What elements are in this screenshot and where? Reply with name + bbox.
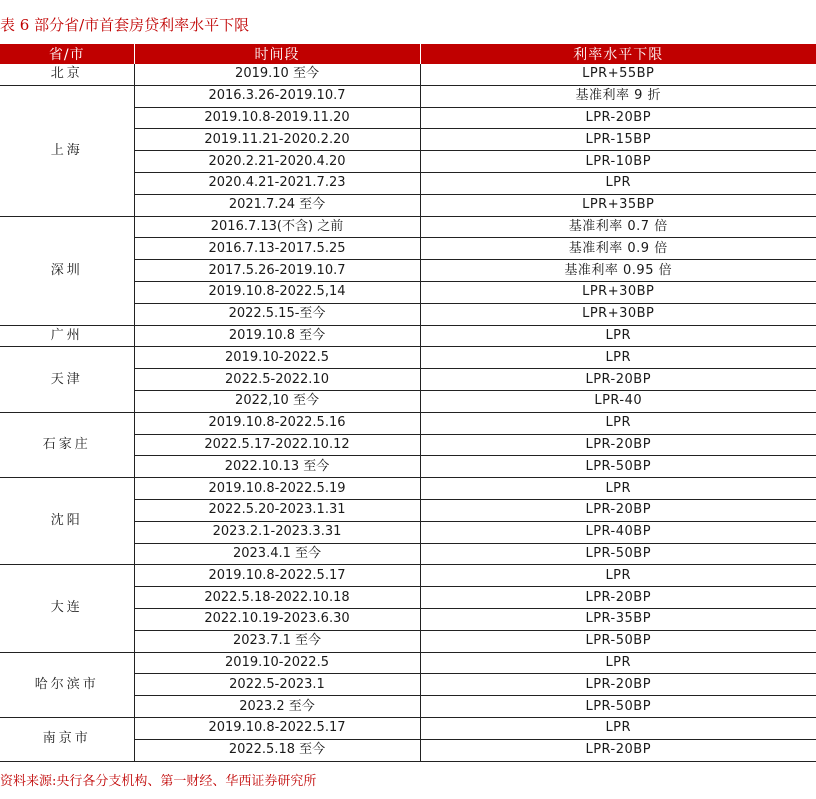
period-cell: 2019.11.21-2020.2.20 bbox=[134, 129, 420, 151]
city-cell: 北京 bbox=[0, 64, 134, 85]
source-note: 资料来源:央行各分支机构、第一财经、华西证券研究所 bbox=[0, 774, 317, 789]
table-row bbox=[0, 347, 816, 369]
period-cell: 2019.10.8-2022.5.16 bbox=[134, 412, 420, 434]
rate-cell: LPR-50BP bbox=[420, 630, 816, 652]
rate-cell: LPR-35BP bbox=[420, 608, 816, 630]
period-cell: 2023.7.1 至今 bbox=[134, 630, 420, 652]
rate-cell: LPR bbox=[420, 478, 816, 500]
period-cell: 2020.2.21-2020.4.20 bbox=[134, 151, 420, 173]
period-cell: 2016.7.13-2017.5.25 bbox=[134, 238, 420, 260]
rate-floor-table bbox=[0, 44, 816, 762]
period-cell: 2022.5.17-2022.10.12 bbox=[134, 434, 420, 456]
table-row bbox=[0, 565, 816, 587]
rate-cell: LPR-20BP bbox=[420, 434, 816, 456]
period-cell: 2022,10 至今 bbox=[134, 390, 420, 412]
city-cell: 大连 bbox=[0, 565, 134, 652]
period-cell: 2019.10-2022.5 bbox=[134, 347, 420, 369]
period-cell: 2022.10.19-2023.6.30 bbox=[134, 608, 420, 630]
period-cell: 2019.10.8-2019.11.20 bbox=[134, 107, 420, 129]
city-cell: 深圳 bbox=[0, 216, 134, 325]
rate-cell: LPR+30BP bbox=[420, 303, 816, 325]
rate-cell: LPR bbox=[420, 565, 816, 587]
rate-cell: LPR bbox=[420, 717, 816, 739]
period-cell: 2016.3.26-2019.10.7 bbox=[134, 85, 420, 107]
table-row bbox=[0, 64, 816, 85]
period-cell: 2022.10.13 至今 bbox=[134, 456, 420, 478]
period-cell: 2022.5.15-至今 bbox=[134, 303, 420, 325]
rate-cell: LPR-50BP bbox=[420, 456, 816, 478]
period-cell: 2019.10.8-2022.5,14 bbox=[134, 281, 420, 303]
rate-cell: LPR-20BP bbox=[420, 674, 816, 696]
rate-cell: 基准利率 0.95 倍 bbox=[420, 260, 816, 282]
period-cell: 2022.5.18 至今 bbox=[134, 739, 420, 761]
city-cell: 南京市 bbox=[0, 717, 134, 761]
table-row bbox=[0, 478, 816, 500]
rate-cell: LPR-20BP bbox=[420, 587, 816, 609]
city-cell: 天津 bbox=[0, 347, 134, 412]
rate-cell: LPR-15BP bbox=[420, 129, 816, 151]
rate-cell: LPR-20BP bbox=[420, 499, 816, 521]
period-cell: 2019.10.8 至今 bbox=[134, 325, 420, 347]
header-period: 时间段 bbox=[134, 44, 420, 64]
rate-cell: LPR-20BP bbox=[420, 739, 816, 761]
rate-cell: LPR-50BP bbox=[420, 543, 816, 565]
city-cell: 上海 bbox=[0, 85, 134, 216]
rate-cell: LPR-50BP bbox=[420, 696, 816, 718]
period-cell: 2021.7.24 至今 bbox=[134, 194, 420, 216]
rate-cell: LPR bbox=[420, 172, 816, 194]
table-row bbox=[0, 717, 816, 739]
table-title: 表 6 部分省/市首套房贷利率水平下限 bbox=[0, 16, 250, 34]
period-cell: 2019.10.8-2022.5.17 bbox=[134, 717, 420, 739]
table-row bbox=[0, 652, 816, 674]
rate-cell: 基准利率 9 折 bbox=[420, 85, 816, 107]
table-row bbox=[0, 85, 816, 107]
period-cell: 2019.10.8-2022.5.19 bbox=[134, 478, 420, 500]
table-row bbox=[0, 412, 816, 434]
period-cell: 2016.7.13(不含) 之前 bbox=[134, 216, 420, 238]
period-cell: 2023.2 至今 bbox=[134, 696, 420, 718]
table-row bbox=[0, 325, 816, 347]
city-cell: 石家庄 bbox=[0, 412, 134, 477]
rate-cell: LPR-20BP bbox=[420, 369, 816, 391]
rate-cell: LPR-10BP bbox=[420, 151, 816, 173]
rate-cell: LPR-40BP bbox=[420, 521, 816, 543]
rate-cell: 基准利率 0.9 倍 bbox=[420, 238, 816, 260]
rate-cell: LPR bbox=[420, 347, 816, 369]
rate-cell: 基准利率 0.7 倍 bbox=[420, 216, 816, 238]
period-cell: 2022.5.20-2023.1.31 bbox=[134, 499, 420, 521]
rate-cell: LPR+35BP bbox=[420, 194, 816, 216]
header-city: 省/市 bbox=[0, 44, 134, 64]
period-cell: 2019.10 至今 bbox=[134, 64, 420, 85]
table-row bbox=[0, 216, 816, 238]
period-cell: 2019.10.8-2022.5.17 bbox=[134, 565, 420, 587]
header-rate: 利率水平下限 bbox=[420, 44, 816, 64]
period-cell: 2022.5-2023.1 bbox=[134, 674, 420, 696]
rate-cell: LPR+30BP bbox=[420, 281, 816, 303]
period-cell: 2023.4.1 至今 bbox=[134, 543, 420, 565]
rate-cell: LPR bbox=[420, 652, 816, 674]
period-cell: 2023.2.1-2023.3.31 bbox=[134, 521, 420, 543]
table-body bbox=[0, 64, 816, 761]
rate-cell: LPR bbox=[420, 325, 816, 347]
city-cell: 沈阳 bbox=[0, 478, 134, 565]
period-cell: 2022.5.18-2022.10.18 bbox=[134, 587, 420, 609]
rate-cell: LPR-20BP bbox=[420, 107, 816, 129]
city-cell: 广州 bbox=[0, 325, 134, 347]
city-cell: 哈尔滨市 bbox=[0, 652, 134, 717]
period-cell: 2017.5.26-2019.10.7 bbox=[134, 260, 420, 282]
rate-cell: LPR-40 bbox=[420, 390, 816, 412]
period-cell: 2019.10-2022.5 bbox=[134, 652, 420, 674]
rate-cell: LPR bbox=[420, 412, 816, 434]
table-header-row bbox=[0, 44, 816, 64]
period-cell: 2020.4.21-2021.7.23 bbox=[134, 172, 420, 194]
rate-cell: LPR+55BP bbox=[420, 64, 816, 85]
period-cell: 2022.5-2022.10 bbox=[134, 369, 420, 391]
